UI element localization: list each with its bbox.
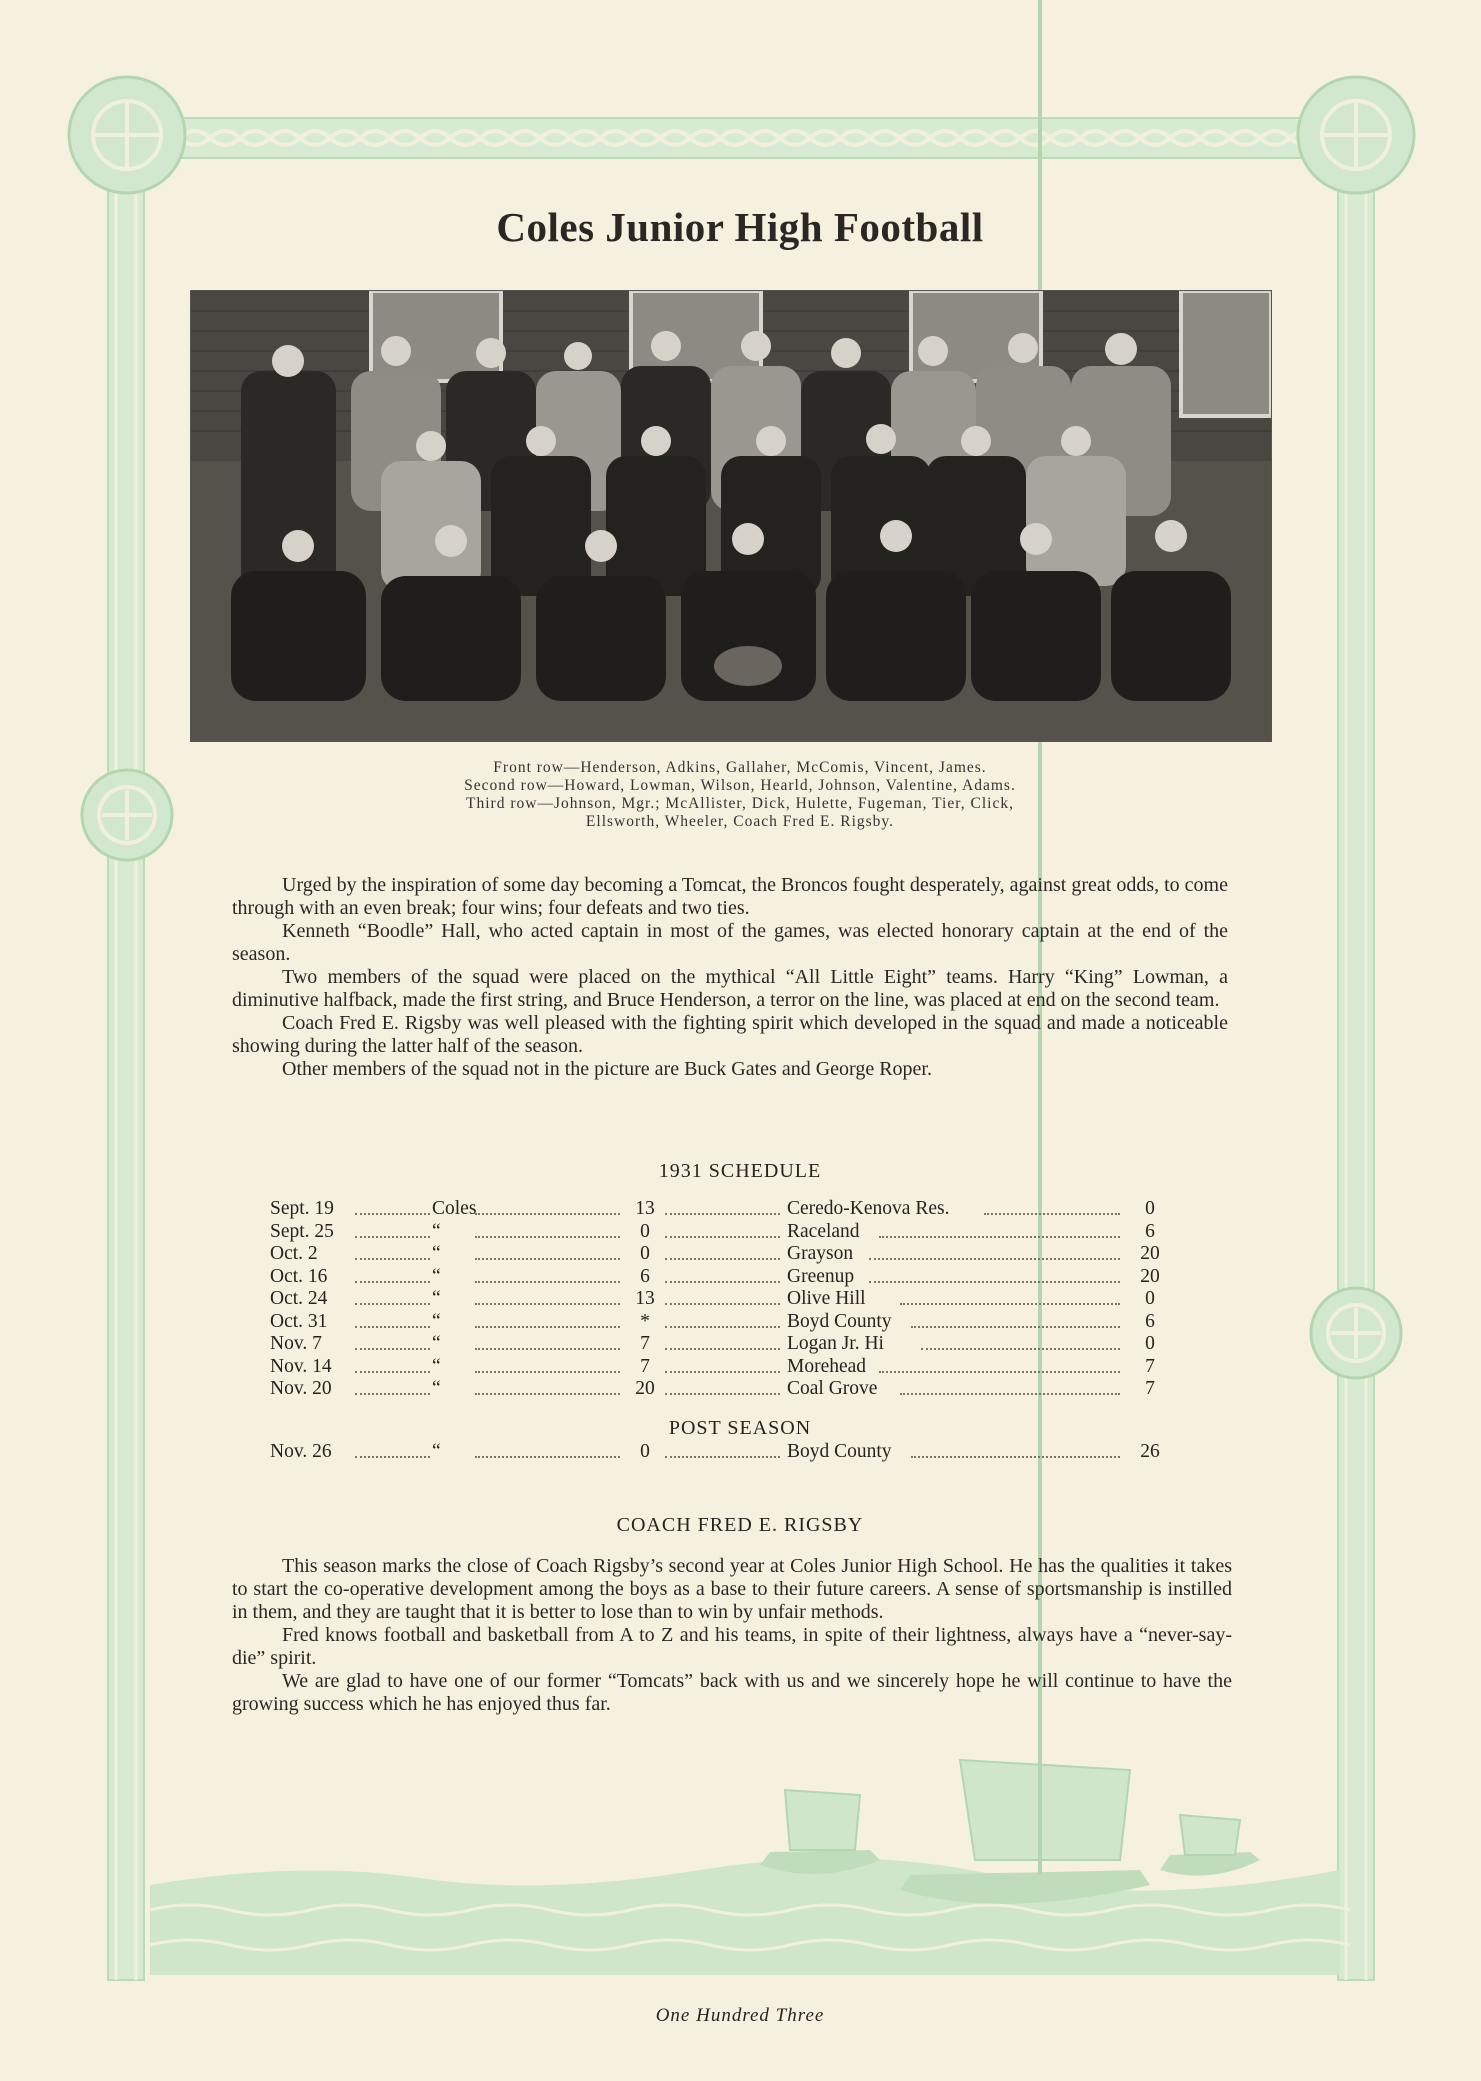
opponent-name: Coal Grove [787,1378,878,1399]
dot-leader [355,1258,430,1260]
dot-leader [355,1303,430,1305]
article-paragraph: Coach Fred E. Rigsby was well pleased with the fighting spirit which developed in the squad and made a noticeable showing during the latter half of the season. [232,1012,1228,1057]
dot-leader [665,1456,780,1458]
dot-leader [475,1326,620,1328]
dot-leader [911,1326,1121,1328]
opponent-name: Raceland [787,1220,860,1242]
dot-leader [475,1303,620,1305]
coach-body [232,1555,1232,1716]
dot-leader [869,1281,1121,1283]
dot-leader [665,1326,780,1328]
home-score: 13 [635,1288,655,1309]
home-score: 13 [635,1198,655,1219]
dot-leader [475,1393,620,1395]
dot-leader [984,1213,1120,1215]
dot-leader [475,1371,620,1373]
dot-leader [665,1258,780,1260]
page-title: Coles Junior High Football [496,204,984,250]
opponent-score: 7 [1145,1378,1155,1399]
opponent-score: 0 [1145,1333,1155,1354]
opponent-score: 26 [1140,1441,1160,1462]
dot-leader [475,1236,620,1238]
caption-second-row: Second row—Howard, Lowman, Wilson, Hearld, Johnson, Valentine, Adams. [464,777,1016,794]
home-score: * [640,1310,650,1332]
home-team: “ [432,1441,441,1462]
caption-front-row: Front row—Henderson, Adkins, Gallaher, McComis, Vincent, James. [493,759,987,776]
dot-leader [911,1456,1121,1458]
opponent-score: 0 [1145,1198,1155,1219]
opponent-name: Boyd County [787,1441,892,1462]
schedule-row [270,1311,1170,1333]
dot-leader [665,1348,780,1350]
dot-leader [355,1393,430,1395]
schedule-row [270,1198,1170,1220]
home-team: “ [432,1333,441,1354]
post-season-title: POST SEASON [668,1417,812,1439]
dot-leader [355,1213,430,1215]
home-team: “ [432,1378,441,1399]
home-score: 0 [640,1441,650,1462]
opponent-score: 20 [1140,1243,1160,1264]
home-score: 0 [640,1243,650,1264]
schedule-row [270,1243,1170,1265]
game-date: Sept. 25 [270,1220,334,1242]
game-date: Nov. 20 [270,1378,332,1399]
game-date: Nov. 26 [270,1441,332,1462]
home-score: 6 [640,1265,650,1287]
dot-leader [475,1348,620,1350]
home-team: “ [432,1243,441,1264]
opponent-name: Greenup [787,1265,855,1287]
schedule-row [270,1356,1170,1378]
opponent-name: Boyd County [787,1310,892,1332]
home-score: 7 [640,1355,650,1377]
dot-leader [475,1456,620,1458]
schedule-row [270,1266,1170,1288]
photo-caption [240,759,1240,831]
opponent-name: Morehead [787,1355,867,1377]
dot-leader [475,1281,620,1283]
dot-leader [475,1258,620,1260]
caption-third-row: Third row—Johnson, Mgr.; McAllister, Dick, Hulette, Fugeman, Tier, Click, [466,795,1014,812]
coach-title: COACH FRED E. RIGSBY [616,1514,864,1536]
opponent-score: 6 [1145,1310,1155,1332]
dot-leader [665,1393,780,1395]
game-date: Oct. 31 [270,1310,328,1332]
schedule-row [270,1333,1170,1355]
game-date: Oct. 16 [270,1265,328,1287]
home-team: “ [432,1220,441,1242]
home-score: 7 [640,1333,650,1354]
dot-leader [665,1213,780,1215]
home-team: “ [432,1355,441,1377]
home-team: “ [432,1310,441,1332]
article-body [232,874,1228,1081]
home-team: Coles [432,1198,477,1219]
article-paragraph: Other members of the squad not in the picture are Buck Gates and George Roper. [282,1058,932,1080]
dot-leader [355,1371,430,1373]
game-date: Sept. 19 [270,1198,334,1219]
dot-leader [355,1326,430,1328]
article-paragraph: Kenneth “Boodle” Hall, who acted captain in most of the games, was elected honorary captain at the end of the season. [232,920,1228,965]
dot-leader [879,1236,1120,1238]
opponent-name: Logan Jr. Hi [787,1333,884,1354]
dot-leader [665,1303,780,1305]
opponent-name: Grayson [787,1243,854,1264]
coach-paragraph: We are glad to have one of our former “Tomcats” back with us and we sincerely hope he will continue to have the growing success which he has enjoyed thus far. [232,1670,1232,1715]
schedule-row [270,1221,1170,1243]
home-score: 20 [635,1378,655,1399]
article-paragraph: Two members of the squad were placed on the mythical “All Little Eight” teams. Harry “King” Lowman, a diminutive halfback, made the first string, and Bruce Henderson, a terror on the line, was placed at end on the second team. [232,966,1228,1011]
opponent-name: Ceredo-Kenova Res. [787,1198,950,1219]
dot-leader [355,1236,430,1238]
opponent-name: Olive Hill [787,1288,866,1309]
coach-paragraph: Fred knows football and basketball from A to Z and his teams, in spite of their lightness, always have a “never-say-die” spirit. [232,1624,1232,1669]
page-number-footer: One Hundred Three [655,2005,825,2026]
home-score: 0 [640,1220,650,1242]
dot-leader [900,1393,1120,1395]
opponent-score: 6 [1145,1220,1155,1242]
dot-leader [665,1236,780,1238]
home-team: “ [432,1288,441,1309]
game-date: Oct. 2 [270,1243,318,1264]
team-photo [190,290,1272,742]
game-date: Oct. 24 [270,1288,328,1309]
dot-leader [879,1371,1120,1373]
dot-leader [900,1303,1120,1305]
opponent-score: 0 [1145,1288,1155,1309]
dot-leader [355,1456,430,1458]
game-date: Nov. 14 [270,1355,332,1377]
schedule-row [270,1288,1170,1310]
game-date: Nov. 7 [270,1333,322,1354]
schedule-row [270,1441,1170,1463]
dot-leader [921,1348,1120,1350]
opponent-score: 7 [1145,1355,1155,1377]
coach-paragraph: This season marks the close of Coach Rigsby’s second year at Coles Junior High School. He has the qualities it takes to start the co-operative development among the boys as a base to their future careers. A sense of sportsmanship is instilled in them, and they are taught that it is better to lose than to win by unfair methods. [232,1555,1232,1623]
dot-leader [665,1281,780,1283]
schedule-title: 1931 SCHEDULE [658,1160,822,1182]
home-team: “ [432,1265,441,1287]
schedule-row [270,1378,1170,1400]
caption-third-row-cont: Ellsworth, Wheeler, Coach Fred E. Rigsby. [585,813,895,830]
dot-leader [475,1213,620,1215]
dot-leader [355,1281,430,1283]
dot-leader [665,1371,780,1373]
dot-leader [869,1258,1121,1260]
dot-leader [355,1348,430,1350]
opponent-score: 20 [1140,1265,1160,1287]
article-paragraph: Urged by the inspiration of some day becoming a Tomcat, the Broncos fought desperately, against great odds, to come through with an even break; four wins; four defeats and two ties. [232,874,1228,919]
